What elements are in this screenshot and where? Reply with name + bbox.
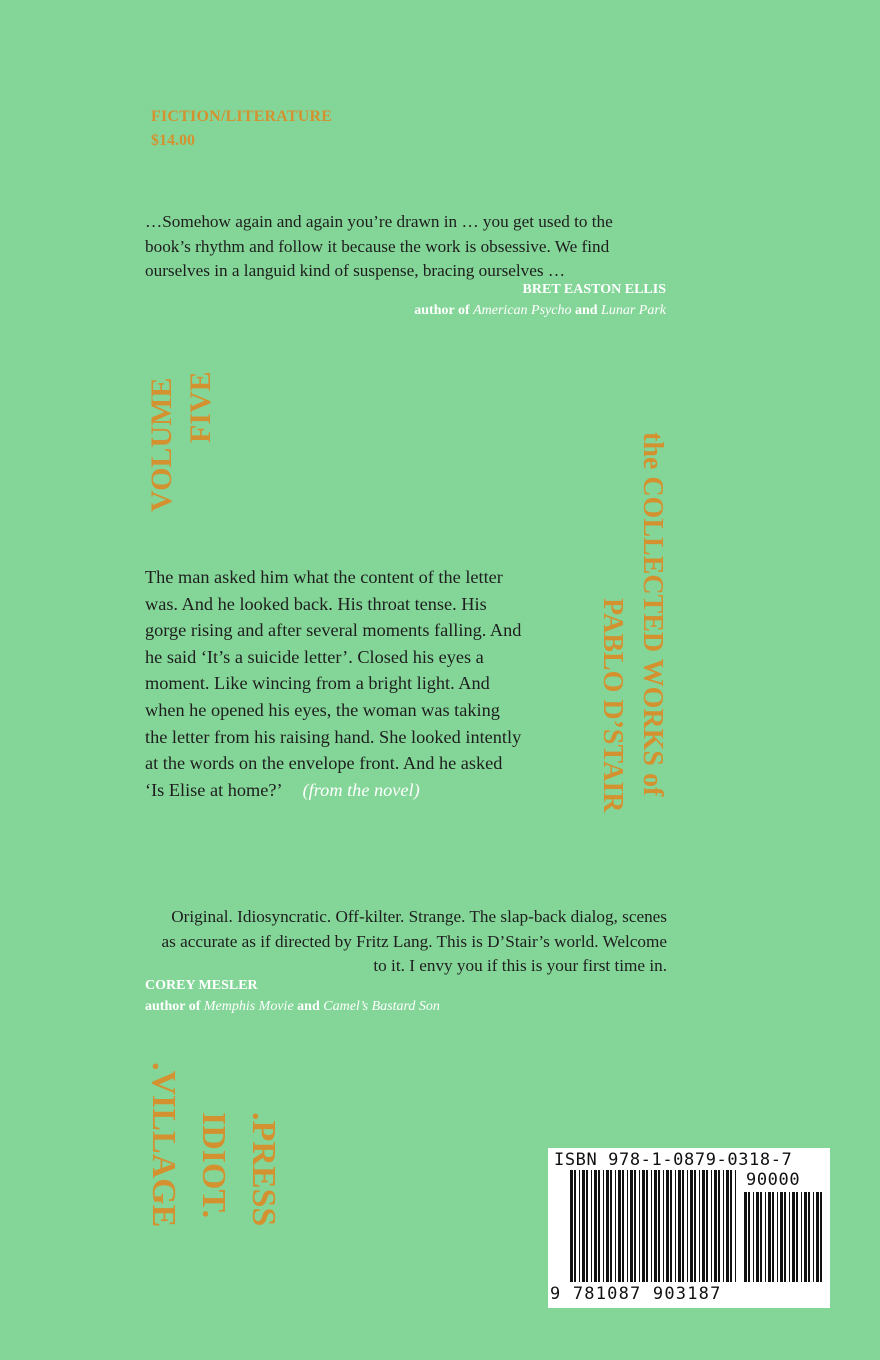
quote-credit-mesler	[145, 999, 440, 1015]
barcode-bar	[760, 1192, 762, 1282]
barcode-bar	[574, 1170, 576, 1282]
barcode-bar	[675, 1170, 676, 1282]
barcode-bar	[690, 1170, 693, 1282]
barcode-bar	[813, 1192, 814, 1282]
quote-author-mesler: COREY MESLER	[145, 978, 258, 993]
barcode-bar	[753, 1192, 754, 1282]
review-quote-mesler	[161, 905, 667, 979]
barcode-bar	[670, 1170, 672, 1282]
series-title: the COLLECTED WORKS of	[637, 432, 668, 797]
barcode-bar	[658, 1170, 660, 1282]
barcode-bar	[594, 1170, 597, 1282]
barcode-bar	[796, 1192, 798, 1282]
barcode-bar	[820, 1192, 822, 1282]
volume-label: VOLUME	[145, 377, 178, 512]
barcode-bar	[804, 1192, 807, 1282]
price-label: $14.00	[151, 132, 195, 149]
barcode-bar	[772, 1192, 774, 1282]
barcode-bar	[726, 1170, 729, 1282]
barcode-bar	[748, 1192, 750, 1282]
barcode-bar	[801, 1192, 802, 1282]
barcode-bar	[678, 1170, 681, 1282]
barcode-bar	[768, 1192, 771, 1282]
barcode-bar	[622, 1170, 624, 1282]
barcode-bar	[682, 1170, 684, 1282]
barcode-bar	[591, 1170, 592, 1282]
barcode-bar	[634, 1170, 636, 1282]
barcode-bar	[582, 1170, 585, 1282]
publisher-line-idiot: IDIOT.	[195, 1112, 232, 1219]
barcode-bar	[639, 1170, 640, 1282]
barcode-bar	[666, 1170, 669, 1282]
barcode-bar	[780, 1192, 783, 1282]
barcode-bar	[586, 1170, 588, 1282]
barcode-bar	[663, 1170, 664, 1282]
price-code: 90000	[746, 1170, 801, 1190]
barcode-bar	[784, 1192, 786, 1282]
review-quote-ellis	[145, 210, 667, 284]
credit-and: and	[293, 999, 324, 1014]
barcode-bar	[714, 1170, 717, 1282]
publisher-line-press: .PRESS	[245, 1112, 282, 1227]
barcode-bar	[694, 1170, 696, 1282]
barcode-bar	[735, 1170, 736, 1282]
quote-author-ellis: BRET EASTON ELLIS	[522, 282, 666, 297]
barcode-bar	[711, 1170, 712, 1282]
barcode-digits: 9 781087 903187	[550, 1284, 722, 1304]
barcode-bar	[646, 1170, 648, 1282]
barcode-bar	[630, 1170, 633, 1282]
excerpt-line: when he opened his eyes, the woman was taking	[145, 699, 500, 720]
barcode-bar	[744, 1192, 747, 1282]
excerpt-source: (from the novel)	[302, 779, 420, 800]
quote-line: as accurate as if directed by Fritz Lang. This is D’Stair’s world. Welcome	[161, 931, 667, 951]
quote-line: to it. I envy you if this is your first time in.	[373, 956, 667, 975]
barcode-bar	[792, 1192, 795, 1282]
barcode-bar	[627, 1170, 628, 1282]
isbn-label: ISBN 978-1-0879-0318-7	[554, 1150, 793, 1170]
barcode-bar	[730, 1170, 732, 1282]
barcode-bar	[598, 1170, 600, 1282]
book-title: American Psycho	[473, 303, 572, 318]
barcode-bar	[642, 1170, 645, 1282]
barcode-bar	[765, 1192, 766, 1282]
barcode-bar	[699, 1170, 700, 1282]
quote-line: ourselves in a languid kind of suspense, bracing ourselves …	[145, 261, 566, 280]
category-label: FICTION/LITERATURE	[151, 108, 333, 125]
excerpt-line: The man asked him what the content of the letter	[145, 567, 503, 587]
barcode-bar	[615, 1170, 616, 1282]
book-title: Memphis Movie	[203, 999, 294, 1014]
barcode-bar	[723, 1170, 724, 1282]
excerpt-line: moment. Like wincing from a bright light. And	[145, 673, 490, 694]
credit-prefix: author of	[145, 999, 204, 1014]
excerpt-line: gorge rising and after several moments falling. And	[145, 620, 522, 641]
barcode-bar	[789, 1192, 790, 1282]
barcode-bar	[702, 1170, 705, 1282]
novel-excerpt	[145, 564, 565, 803]
barcode-bar	[808, 1192, 810, 1282]
excerpt-line: he said ‘It’s a suicide letter’. Closed his eyes a	[145, 646, 484, 667]
barcode-bar	[606, 1170, 609, 1282]
barcode-bar	[651, 1170, 652, 1282]
barcode-bar	[718, 1170, 720, 1282]
barcode-bar	[618, 1170, 621, 1282]
credit-and: and	[571, 303, 602, 318]
barcode-bar	[570, 1170, 573, 1282]
excerpt-line: at the words on the envelope front. And he asked	[145, 753, 503, 774]
quote-credit-ellis	[414, 303, 666, 319]
volume-number: FIVE	[184, 371, 217, 443]
isbn-barcode	[548, 1148, 830, 1308]
author-name: PABLO D’STAIR	[597, 598, 628, 813]
barcode-bar	[706, 1170, 708, 1282]
book-title: Lunar Park	[601, 303, 666, 318]
book-title: Camel’s Bastard Son	[323, 999, 440, 1014]
excerpt-line: was. And he looked back. His throat tense. His	[145, 593, 487, 614]
barcode-bar	[603, 1170, 604, 1282]
excerpt-line: ‘Is Elise at home?’	[145, 779, 283, 800]
quote-line: book’s rhythm and follow it because the work is obsessive. We find	[145, 236, 610, 256]
barcode-bar	[756, 1192, 759, 1282]
barcode-bar	[816, 1192, 819, 1282]
barcode-bar	[687, 1170, 688, 1282]
barcode-bar	[579, 1170, 580, 1282]
barcode-bar	[777, 1192, 778, 1282]
quote-line: Original. Idiosyncratic. Off-kilter. Strange. The slap-back dialog, scenes	[171, 907, 667, 926]
quote-line: …Somehow again and again you’re drawn in … you get used to the	[145, 212, 613, 231]
barcode-bar	[610, 1170, 612, 1282]
barcode-bar	[654, 1170, 657, 1282]
publisher-line-village: .VILLAGE	[145, 1062, 182, 1228]
credit-prefix: author of	[414, 303, 474, 318]
excerpt-line: the letter from his raising hand. She looked intently	[145, 726, 522, 747]
excerpt-last-line	[145, 777, 565, 804]
